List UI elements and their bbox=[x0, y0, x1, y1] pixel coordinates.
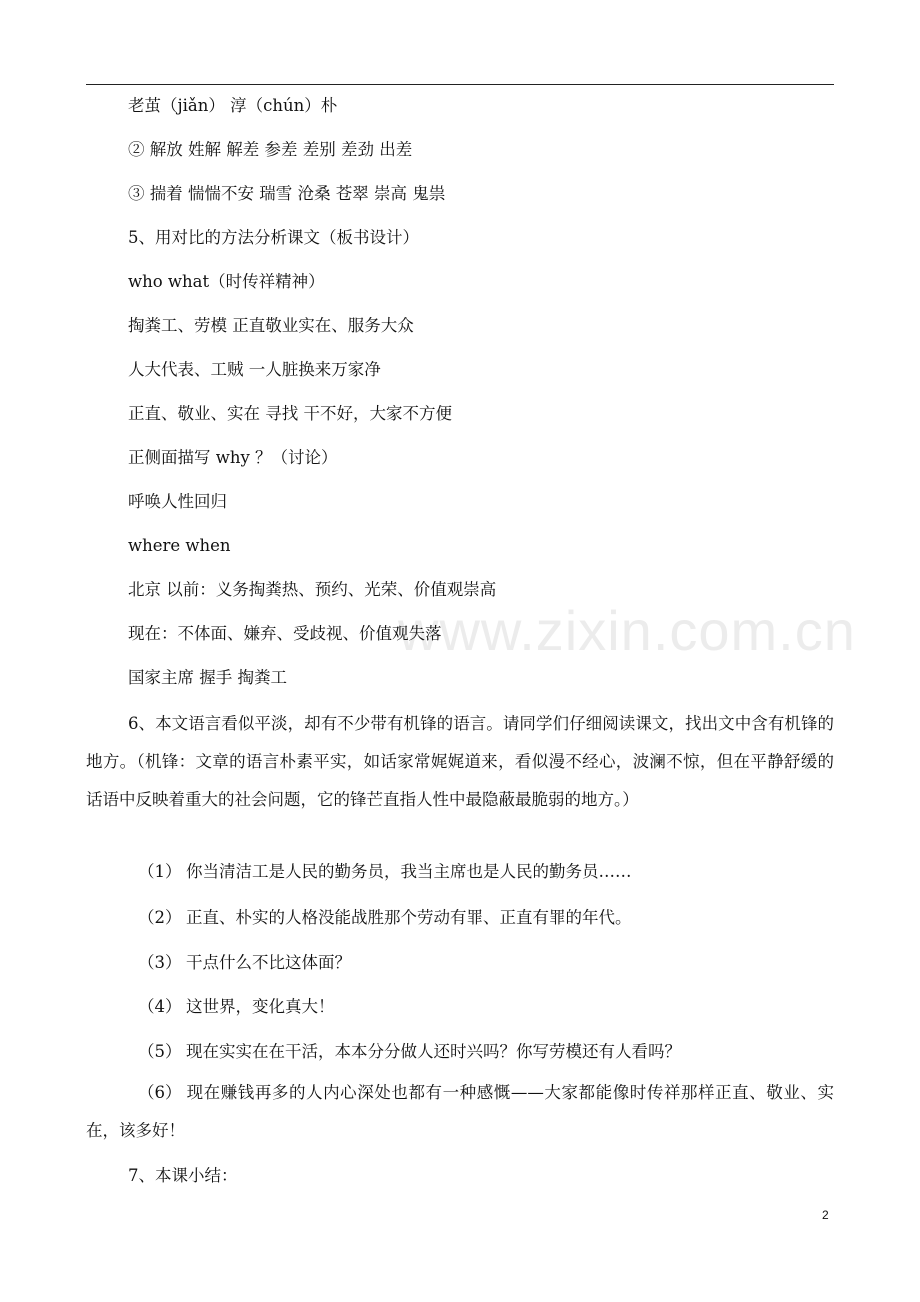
list-item bbox=[138, 951, 351, 975]
text-line: 正侧面描写 why ？（讨论） bbox=[128, 448, 338, 467]
text-line: 掏粪工、劳模 正直敬业实在、服务大众 bbox=[128, 316, 414, 335]
item-text: 现在赚钱再多的人内心深处也都有一种感慨——大家都能像时传祥那样正直、敬业、实在，该多好！ bbox=[86, 1083, 834, 1140]
list-item bbox=[138, 1040, 681, 1064]
item-number: （2） bbox=[138, 908, 182, 927]
item-text: 正直、朴实的人格没能战胜那个劳动有罪、正直有罪的年代。 bbox=[186, 908, 632, 927]
item-number: （6） bbox=[138, 1083, 182, 1102]
text-line: 北京 以前：义务掏粪热、预约、光荣、价值观崇高 bbox=[128, 580, 497, 599]
list-item bbox=[138, 906, 632, 930]
text-line: where when bbox=[128, 536, 231, 555]
section-heading: 7、本课小结： bbox=[128, 1166, 238, 1185]
header-rule bbox=[86, 84, 834, 85]
text-line: 现在：不体面、嫌弃、受歧视、价值观失落 bbox=[128, 624, 442, 643]
text-line: 呼唤人性回归 bbox=[128, 492, 227, 511]
page-number: 2 bbox=[822, 1208, 829, 1222]
item-text: 这世界，变化真大！ bbox=[186, 997, 335, 1016]
watermark: www.zixin.com.cn bbox=[398, 599, 856, 662]
section-heading: 5、用对比的方法分析课文（板书设计） bbox=[128, 228, 419, 247]
item-number: （1） bbox=[138, 862, 182, 881]
item-text: 干点什么不比这体面？ bbox=[186, 953, 351, 972]
text-line: ② 解放 姓解 解差 参差 差别 差劲 出差 bbox=[128, 140, 413, 159]
text-line: 老茧（jiǎn） 淳（chún）朴 bbox=[128, 96, 338, 115]
section-6-paragraph: 6、本文语言看似平淡，却有不少带有机锋的语言。请同学们仔细阅读课文，找出文中含有机锋的地方。（机锋：文章的语言朴素平实，如话家常娓娓道来，看似漫不经心，波澜不惊，但在平静舒缓的话语中反映着重大的社会问题，它的锋芒直指人性中最隐蔽最脆弱的地方。） bbox=[86, 714, 834, 809]
item-number: （4） bbox=[138, 997, 182, 1016]
text-line: 人大代表、工贼 一人脏换来万家净 bbox=[128, 360, 381, 379]
item-text: 现在实实在在干活，本本分分做人还时兴吗？你写劳模还有人看吗？ bbox=[186, 1042, 681, 1061]
list-item bbox=[86, 1074, 834, 1150]
item-number: （5） bbox=[138, 1042, 182, 1061]
list-item bbox=[138, 860, 632, 884]
text-line: 国家主席 握手 掏粪工 bbox=[128, 668, 287, 687]
text-line: who what（时传祥精神） bbox=[128, 272, 325, 291]
list-item bbox=[138, 995, 335, 1019]
text-line: ③ 揣着 惴惴不安 瑞雪 沧桑 苍翠 崇高 鬼祟 bbox=[128, 184, 446, 203]
text-line: 正直、敬业、实在 寻找 干不好，大家不方便 bbox=[128, 404, 452, 423]
item-text: 你当清洁工是人民的勤务员，我当主席也是人民的勤务员…… bbox=[186, 862, 632, 881]
item-number: （3） bbox=[138, 953, 182, 972]
